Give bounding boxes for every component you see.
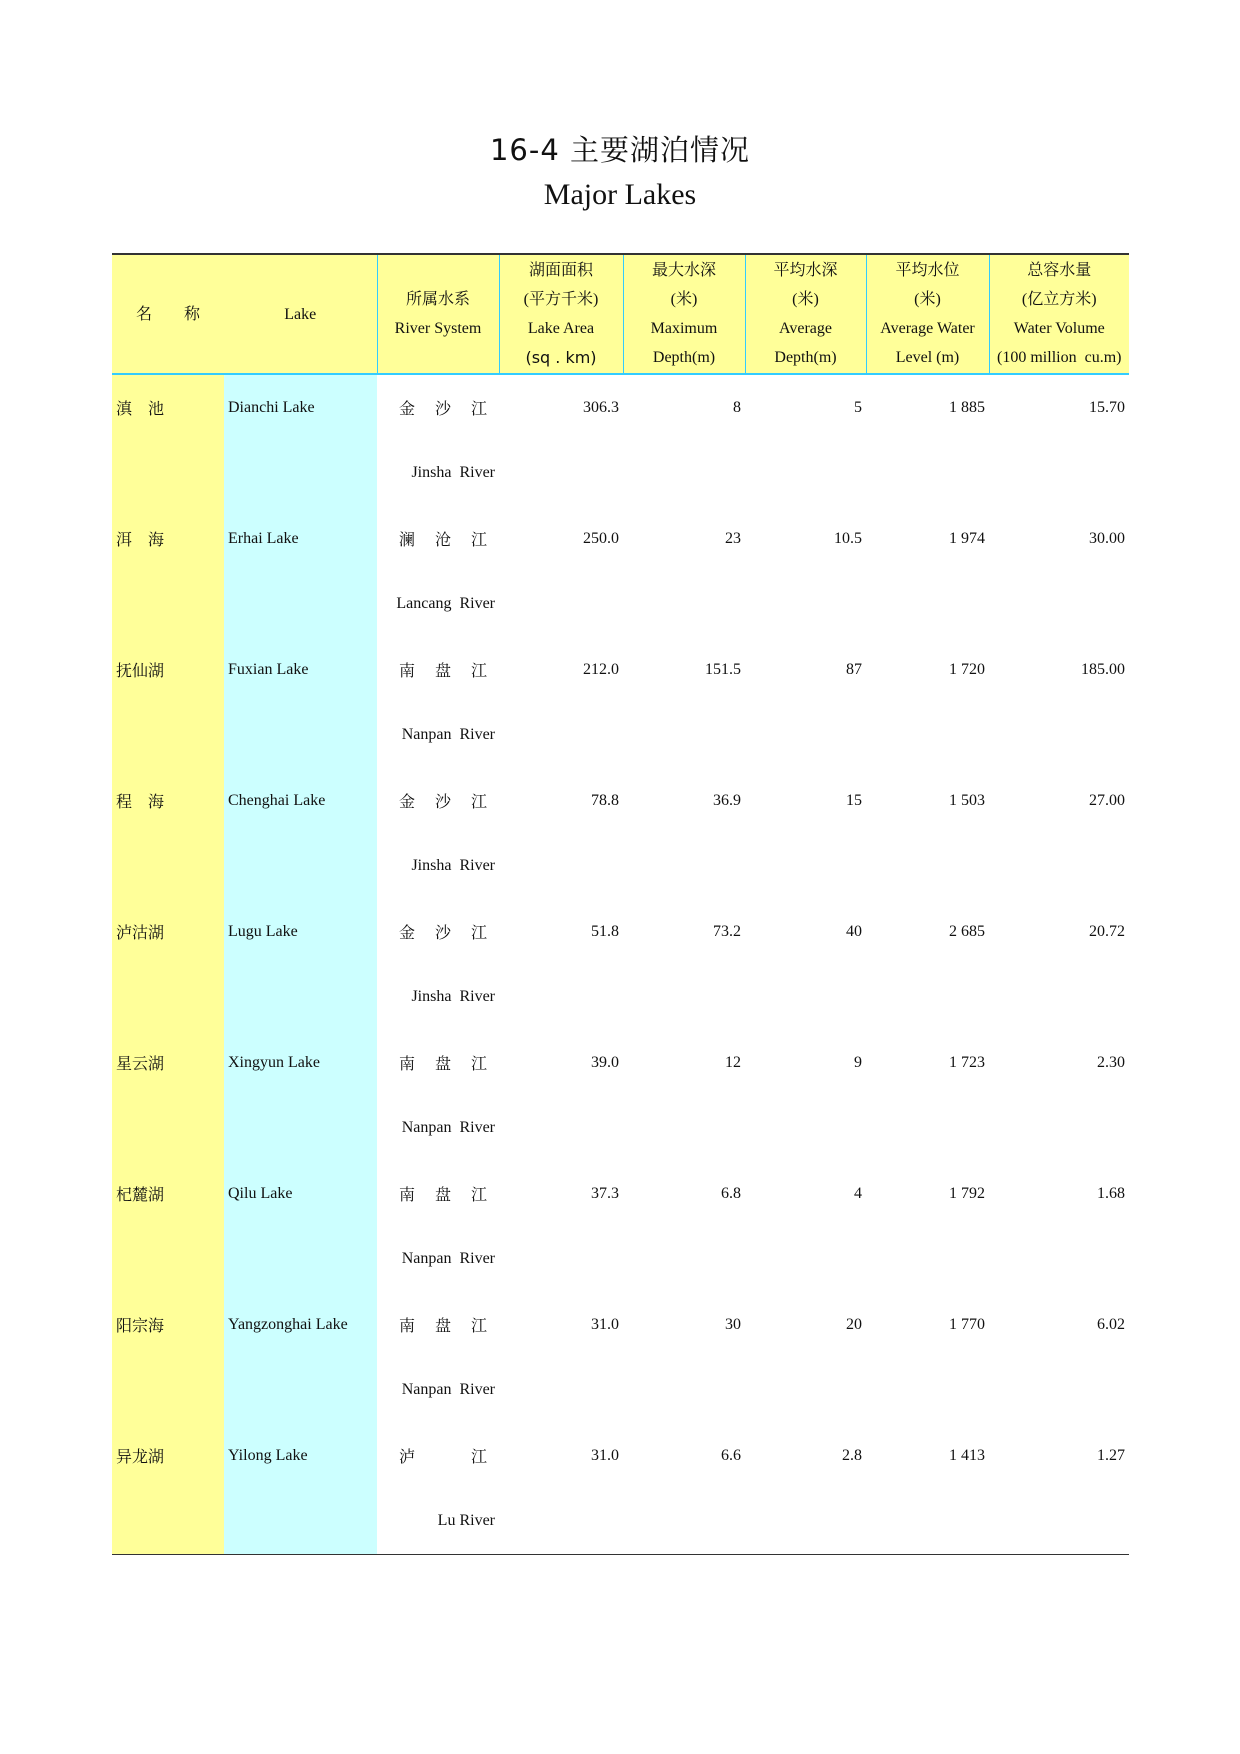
lake-name-cn-spacer — [112, 1358, 224, 1424]
water-volume: 6.02 — [1097, 1315, 1125, 1333]
water-level: 1 413 — [949, 1446, 985, 1464]
empty-cell — [623, 965, 745, 1031]
empty-cell — [499, 572, 623, 638]
water-volume: 15.70 — [1089, 398, 1125, 416]
empty-cell — [623, 1358, 745, 1424]
max-depth: 151.5 — [705, 660, 741, 678]
empty-cell — [745, 1096, 866, 1162]
table-row — [112, 1030, 1129, 1096]
header-label: (sq . km) — [525, 348, 597, 367]
table-row — [112, 899, 1129, 965]
lake-name-cn: 异龙湖 — [112, 1423, 224, 1489]
avg-depth: 2.8 — [842, 1446, 862, 1464]
lake-name-cn: 滇 池 — [112, 374, 224, 441]
header-name-cn: 名 称 — [112, 254, 224, 374]
empty-cell — [989, 834, 1129, 900]
header-label: Average Water — [880, 320, 975, 337]
empty-cell — [989, 703, 1129, 769]
header-max-depth — [623, 254, 745, 374]
empty-cell — [745, 1227, 866, 1293]
table-row — [112, 1161, 1129, 1227]
lake-name-cn-spacer — [112, 703, 224, 769]
empty-cell — [745, 1489, 866, 1555]
empty-cell — [866, 834, 989, 900]
header-label: (米) — [792, 291, 819, 308]
max-depth: 6.6 — [721, 1446, 741, 1464]
lake-name-cn-spacer — [112, 572, 224, 638]
avg-depth: 5 — [854, 398, 862, 416]
table-row-sub — [112, 1358, 1129, 1424]
lake-name-en-spacer — [224, 1489, 377, 1555]
header-label: 湖面面积 — [528, 262, 593, 279]
table-row — [112, 1423, 1129, 1489]
lake-name-en-spacer — [224, 703, 377, 769]
lake-area: 78.8 — [591, 791, 619, 809]
table-row-sub — [112, 1227, 1129, 1293]
empty-cell — [499, 703, 623, 769]
max-depth: 12 — [725, 1053, 741, 1071]
lake-name-cn: 杞麓湖 — [112, 1161, 224, 1227]
header-label: 最大水深 — [651, 262, 716, 279]
lake-name-en: Dianchi Lake — [224, 374, 377, 441]
river-system-cn: 金 沙 江 — [398, 401, 495, 419]
table-row — [112, 637, 1129, 703]
empty-cell — [989, 1489, 1129, 1555]
water-volume: 30.00 — [1089, 529, 1125, 547]
header-label: 平均水深 — [773, 262, 838, 279]
page-title-chinese: 16-4 主要湖泊情况 — [489, 133, 751, 167]
table-body — [112, 374, 1129, 1555]
lake-name-en: Xingyun Lake — [224, 1030, 377, 1096]
lake-name-en-spacer — [224, 1096, 377, 1162]
table-row — [112, 768, 1129, 834]
header-river-en: River System — [394, 320, 482, 337]
water-volume: 1.27 — [1097, 1446, 1125, 1464]
lake-name-en-spacer — [224, 1227, 377, 1293]
empty-cell — [745, 834, 866, 900]
header-river-cn: 所属水系 — [405, 291, 470, 308]
river-system-cn: 南 盘 江 — [398, 663, 495, 681]
empty-cell — [989, 1227, 1129, 1293]
river-system-cn: 南 盘 江 — [398, 1318, 495, 1336]
table-row-sub — [112, 703, 1129, 769]
river-system-cn: 南 盘 江 — [398, 1187, 495, 1205]
empty-cell — [866, 441, 989, 507]
table-row-sub — [112, 1096, 1129, 1162]
header-label: 总容水量 — [1027, 262, 1092, 279]
header-water-volume — [989, 254, 1129, 374]
lake-name-cn-spacer — [112, 965, 224, 1031]
lake-name-cn-spacer — [112, 1227, 224, 1293]
river-system-en: Jinsha River — [411, 988, 495, 1006]
river-system-en: Lu River — [377, 1489, 499, 1555]
lake-name-cn: 程 海 — [112, 768, 224, 834]
empty-cell — [866, 572, 989, 638]
empty-cell — [866, 1489, 989, 1555]
lake-name-en: Yangzonghai Lake — [224, 1292, 377, 1358]
avg-depth: 15 — [846, 791, 862, 809]
empty-cell — [989, 965, 1129, 1031]
max-depth: 23 — [725, 529, 741, 547]
table-row-sub — [112, 572, 1129, 638]
table-header-row — [112, 254, 1129, 374]
max-depth: 8 — [733, 398, 741, 416]
major-lakes-table — [112, 253, 1129, 1555]
water-level: 2 685 — [949, 922, 985, 940]
header-label: Water Volume — [1013, 320, 1105, 337]
lake-name-en-spacer — [224, 572, 377, 638]
header-river-system — [377, 254, 499, 374]
river-system-en: Nanpan River — [401, 1119, 495, 1137]
lake-name-cn-spacer — [112, 441, 224, 507]
header-label: Depth(m) — [652, 349, 716, 366]
lake-name-cn: 洱 海 — [112, 506, 224, 572]
header-label: (100 million cu.m) — [997, 349, 1122, 366]
table-row-sub — [112, 441, 1129, 507]
empty-cell — [623, 441, 745, 507]
lake-name-en: Qilu Lake — [224, 1161, 377, 1227]
empty-cell — [499, 1096, 623, 1162]
river-system-en: Jinsha River — [411, 464, 495, 482]
empty-cell — [866, 703, 989, 769]
river-system-cn: 泸 江 — [398, 1449, 495, 1467]
header-label: Lake Area — [527, 320, 595, 337]
empty-cell — [499, 441, 623, 507]
lake-name-en-spacer — [224, 441, 377, 507]
header-label: (米) — [670, 291, 698, 308]
empty-cell — [623, 834, 745, 900]
header-label: Level (m) — [895, 349, 960, 366]
empty-cell — [745, 441, 866, 507]
lake-name-en-spacer — [224, 834, 377, 900]
max-depth: 73.2 — [713, 922, 741, 940]
water-level: 1 503 — [949, 791, 985, 809]
empty-cell — [989, 441, 1129, 507]
empty-cell — [745, 572, 866, 638]
lake-name-cn: 星云湖 — [112, 1030, 224, 1096]
river-system-cn: 金 沙 江 — [398, 794, 495, 812]
avg-depth: 40 — [846, 922, 862, 940]
empty-cell — [866, 1096, 989, 1162]
lake-area: 37.3 — [591, 1184, 619, 1202]
lake-name-en: Fuxian Lake — [224, 637, 377, 703]
header-label: (米) — [914, 291, 941, 308]
lake-name-en: Lugu Lake — [224, 899, 377, 965]
avg-depth: 10.5 — [834, 529, 862, 547]
lake-name-en-spacer — [224, 965, 377, 1031]
water-volume: 20.72 — [1089, 922, 1125, 940]
empty-cell — [623, 1096, 745, 1162]
max-depth: 36.9 — [713, 791, 741, 809]
avg-depth: 87 — [846, 660, 862, 678]
lake-area: 51.8 — [591, 922, 619, 940]
empty-cell — [745, 703, 866, 769]
lake-area: 31.0 — [591, 1315, 619, 1333]
lake-area: 212.0 — [583, 660, 619, 678]
header-water-level — [866, 254, 989, 374]
lake-area: 39.0 — [591, 1053, 619, 1071]
lake-name-en: Chenghai Lake — [224, 768, 377, 834]
header-label: Depth(m) — [774, 349, 837, 366]
table-row — [112, 506, 1129, 572]
empty-cell — [745, 1358, 866, 1424]
water-volume: 27.00 — [1089, 791, 1125, 809]
water-volume: 185.00 — [1081, 660, 1125, 678]
empty-cell — [499, 965, 623, 1031]
empty-cell — [989, 572, 1129, 638]
header-label: (亿立方米) — [1021, 291, 1097, 308]
empty-cell — [623, 703, 745, 769]
table-row-sub — [112, 1489, 1129, 1555]
water-level: 1 974 — [949, 529, 985, 547]
water-level: 1 885 — [949, 398, 985, 416]
table-row — [112, 374, 1129, 441]
lake-area: 250.0 — [583, 529, 619, 547]
lake-name-cn-spacer — [112, 1096, 224, 1162]
river-system-en: Nanpan River — [401, 726, 495, 744]
lake-name-en: Yilong Lake — [224, 1423, 377, 1489]
river-system-cn: 金 沙 江 — [398, 925, 495, 943]
table-row — [112, 1292, 1129, 1358]
lake-name-cn: 抚仙湖 — [112, 637, 224, 703]
table-row-sub — [112, 965, 1129, 1031]
river-system-en: Nanpan River — [401, 1250, 495, 1268]
lake-area: 306.3 — [583, 398, 619, 416]
empty-cell — [499, 1489, 623, 1555]
lake-name-cn-spacer — [112, 834, 224, 900]
water-level: 1 792 — [949, 1184, 985, 1202]
max-depth: 6.8 — [721, 1184, 741, 1202]
empty-cell — [989, 1096, 1129, 1162]
empty-cell — [745, 965, 866, 1031]
avg-depth: 9 — [854, 1053, 862, 1071]
water-level: 1 720 — [949, 660, 985, 678]
empty-cell — [499, 1227, 623, 1293]
empty-cell — [866, 965, 989, 1031]
empty-cell — [623, 572, 745, 638]
river-system-en: Jinsha River — [411, 857, 495, 875]
header-lake-area — [499, 254, 623, 374]
lake-name-cn: 泸沽湖 — [112, 899, 224, 965]
lake-area: 31.0 — [591, 1446, 619, 1464]
river-system-cn: 澜 沧 江 — [398, 532, 495, 550]
empty-cell — [989, 1358, 1129, 1424]
lake-name-en-spacer — [224, 1358, 377, 1424]
water-level: 1 723 — [949, 1053, 985, 1071]
river-system-en: Lancang River — [396, 595, 495, 613]
page-title-english: Major Lakes — [543, 178, 697, 211]
header-label: Maximum — [650, 320, 718, 337]
empty-cell — [866, 1227, 989, 1293]
avg-depth: 4 — [854, 1184, 862, 1202]
header-name-en: Lake — [224, 254, 377, 374]
river-system-cn: 南 盘 江 — [398, 1056, 495, 1074]
lake-name-en: Erhai Lake — [224, 506, 377, 572]
river-system-en: Nanpan River — [401, 1381, 495, 1399]
empty-cell — [499, 1358, 623, 1424]
empty-cell — [499, 834, 623, 900]
header-label: (平方千米) — [523, 291, 599, 308]
header-label: 平均水位 — [895, 262, 960, 279]
empty-cell — [866, 1358, 989, 1424]
max-depth: 30 — [725, 1315, 741, 1333]
header-avg-depth — [745, 254, 866, 374]
empty-cell — [623, 1227, 745, 1293]
water-volume: 1.68 — [1097, 1184, 1125, 1202]
water-level: 1 770 — [949, 1315, 985, 1333]
lake-name-cn: 阳宗海 — [112, 1292, 224, 1358]
water-volume: 2.30 — [1097, 1053, 1125, 1071]
table-row-sub — [112, 834, 1129, 900]
header-label: Average — [779, 320, 832, 337]
empty-cell — [623, 1489, 745, 1555]
lake-name-cn-spacer — [112, 1489, 224, 1555]
avg-depth: 20 — [846, 1315, 862, 1333]
